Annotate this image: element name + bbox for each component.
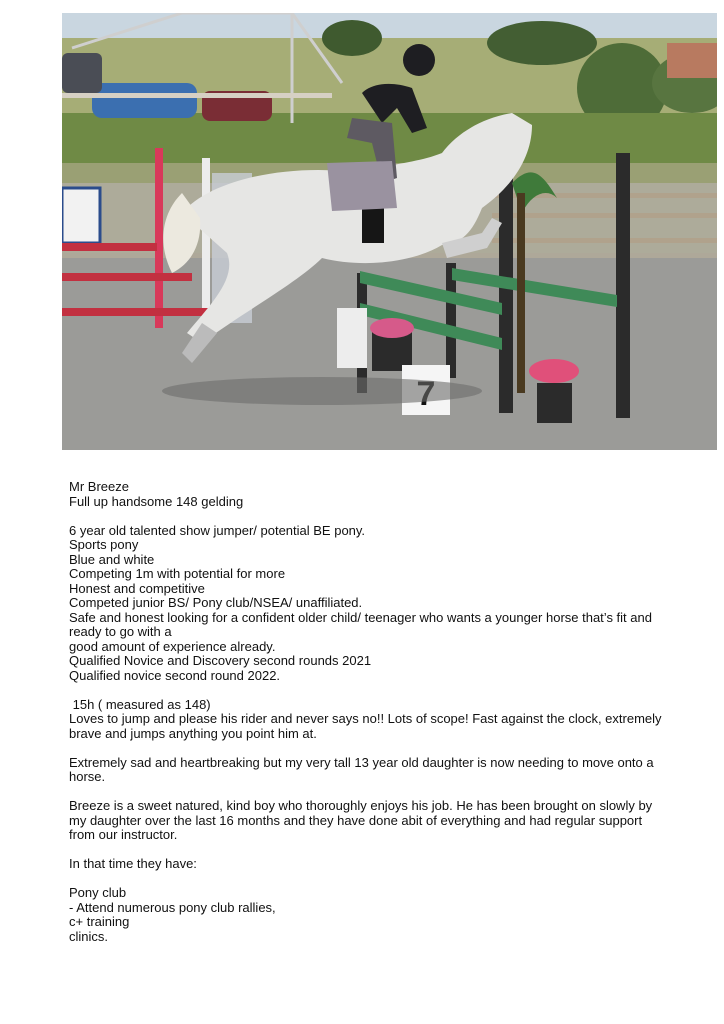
listing-line: Blue and white [69,551,155,567]
pony-club-item: clinics. [69,928,109,944]
height-line: 15h ( measured as 148) [69,696,211,712]
pony-club-item: c+ training [69,914,130,929]
temperament-paragraph: Breeze is a sweet natured, kind boy who thoroughly enjoys his job. He has been brought on slowly by my daughter over the last 16 months and they have done abit of everything and had regular support from our instructor. [69,798,653,842]
listing-line: Competing 1m with potential for more [69,566,286,581]
jump-paragraph: Loves to jump and please his rider and never says no!! Lots of scope! Fast against the clock, extremely brave and jumps anything you point him at. [69,711,662,741]
listing-line: Honest and competitive [69,580,205,596]
listing-line: Safe and honest looking for a confident older child/ teenager who wants a younger horse that’s fit and ready to go with a [69,609,652,639]
intro-line: In that time they have: [69,856,197,871]
horse-jumping-photo [62,13,717,450]
listing-line: Sports pony [69,537,139,552]
listing-line: Competed junior BS/ Pony club/NSEA/ unaffiliated. [69,595,363,610]
listing-text [69,480,669,944]
listing-line: good amount of experience already. [69,638,276,654]
listing-title: Mr Breeze [69,479,129,494]
pony-club-heading: Pony club [69,885,127,900]
listing-line: Qualified Novice and Discovery second rounds 2021 [69,653,372,668]
listing-line: 6 year old talented show jumper/ potential BE pony. [69,522,366,538]
listing-subtitle: Full up handsome 148 gelding [69,493,244,509]
sale-reason-paragraph: Extremely sad and heartbreaking but my very tall 13 year old daughter is now needing to move onto a horse. [69,754,654,784]
pony-club-item: - Attend numerous pony club rallies, [69,899,276,915]
listing-line: Qualified novice second round 2022. [69,667,281,683]
